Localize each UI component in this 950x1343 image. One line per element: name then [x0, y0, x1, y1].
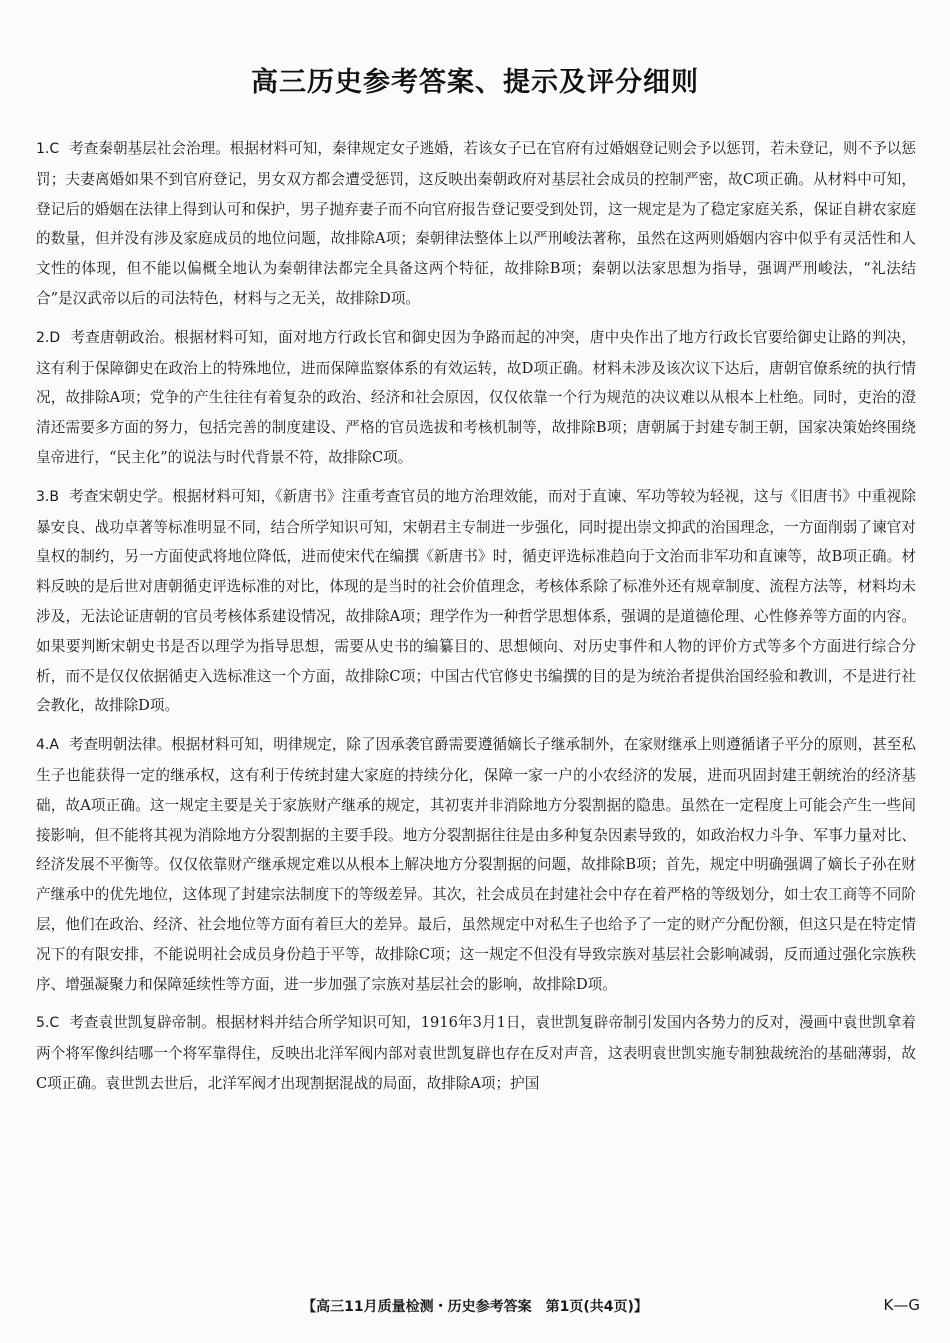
answer-number: 3.B — [36, 488, 59, 505]
footer-code: K—G — [883, 1296, 920, 1314]
answer-text: 考查明朝法律。根据材料可知，明律规定，除了因承袭官爵需要遵循嫡长子继承制外，在家财继承上则遵循诸子平分的原则，甚至私生子也能获得一定的继承权，这有利于传统封建大家庭的持续分化，保障一家一户的小农经济的发展，进而巩固封建王朝统治的经济基础，故A项正确。这一规定主要是关于家族财产继承的规定，其初衷并非消除地方分裂割据的隐患。虽然在一定程度上可能会产生一些间接影响，但不能将其视为消除地方分裂割据的主要手段。地方分裂割据往往是由多种复杂因素导致的，如政治权力斗争、军事力量对比、经济发展不平衡等。仅仅依靠财产继承规定难以从根本上解决地方分裂割据的问题，故排除B项；首先，规定中明确强调了嫡长子孙在财产继承中的优先地位，这体现了封建宗法制度下的等级差异。其次，社会成员在封建社会中存在着严格的等级划分，如士农工商等不同阶层，他们在政治、经济、社会地位等方面有着巨大的差异。最后，虽然规定中对私生子也给予了一定的财产分配份额，但这只是在特定情况下的有限安排，不能说明社会成员身份趋于平等，故排除C项；这一规定不但没有导致宗族对基层社会影响减弱，反而通过强化宗族秩序、增强凝聚力和保障延续性等方面，进一步加强了宗族对基层社会的影响，故排除D项。 — [36, 736, 916, 993]
page-footer — [0, 1296, 950, 1320]
answer-number: 1.C — [36, 141, 60, 157]
answer-text: 考查宋朝史学。根据材料可知，《新唐书》注重考查官员的地方治理效能，而对于直谏、军功等较为轻视，这与《旧唐书》中重视除暴安良、战功卓著等标准明显不同，结合所学知识可知，宋朝君主专制进一步强化，同时提出崇文抑武的治国理念，一方面削弱了谏官对皇权的制约，另一方面使武将地位降低，进而使宋代在编撰《新唐书》时，循吏评选标准趋向于文治而非军功和直谏等，故B项正确。材料反映的是后世对唐朝循吏评选标准的对比，体现的是当时的社会价值理念，考核体系除了标准外还有规章制度、流程方法等，材料均未涉及，无法论证唐朝的官员考核体系建设情况，故排除A项；理学作为一种哲学思想体系，强调的是道德伦理、心性修养等方面的内容。如果要判断宋朝史书是否以理学为指导思想，需要从史书的编纂目的、思想倾向、对历史事件和人物的评价方式等多个方面进行综合分析，而不是仅仅依据循吏入选标准这一个方面，故排除C项；中国古代官修史书编撰的目的是为统治者提供治国经验和教训，不是进行社会教化，故排除D项。 — [36, 487, 916, 715]
answer-item-4 — [36, 730, 916, 999]
answer-item-5 — [36, 1008, 916, 1098]
answer-text: 考查唐朝政治。根据材料可知，面对地方行政长官和御史因为争路而起的冲突，唐中央作出了地方行政长官要给御史让路的判决，这有利于保障御史在政治上的特殊地位，进而保障监察体系的有效运转，故D项正确。材料未涉及该次议下达后，唐朝官僚系统的执行情况，故排除A项；党争的产生往往有着复杂的政治、经济和社会原因，仅仅依靠一个行为规范的决议难以从根本上杜绝。同时，吏治的澄清还需要多方面的努力，包括完善的制度建设、严格的官员选拔和考核机制等，故排除B项；唐朝属于封建专制王朝，国家决策始终围绕皇帝进行，“民主化”的说法与时代背景不符，故排除C项。 — [36, 328, 916, 466]
answer-item-1 — [36, 134, 916, 314]
answer-text: 考查袁世凯复辟帝制。根据材料并结合所学知识可知，1916年3月1日，袁世凯复辟帝制引发国内各势力的反对，漫画中袁世凯拿着两个将军像纠结哪一个将军靠得住，反映出北洋军阀内部对袁世凯复辟也存在反对声音，这表明袁世凯实施专制独裁统治的基础薄弱，故C项正确。袁世凯去世后，北洋军阀才出现割据混战的局面，故排除A项；护国 — [36, 1014, 916, 1092]
answer-number: 4.A — [36, 737, 59, 754]
answer-item-2 — [36, 323, 916, 473]
answer-list — [36, 134, 916, 1108]
answer-number: 5.C — [36, 1015, 60, 1032]
answer-number: 2.D — [36, 329, 61, 346]
answer-item-3 — [36, 482, 916, 721]
page-title: 高三历史参考答案、提示及评分细则 — [251, 67, 699, 98]
footer-page-info: 【高三11月质量检测・历史参考答案 第1页(共4页)】 — [302, 1299, 648, 1315]
answer-text: 考查秦朝基层社会治理。根据材料可知，秦律规定女子逃婚，若该女子已在官府有过婚姻登记则会予以惩罚，若未登记，则不予以惩罚；夫妻离婚如果不到官府登记，男女双方都会遭受惩罚，这反映出秦朝政府对基层社会成员的控制严密，故C项正确。从材料中可知，登记后的婚姻在法律上得到认可和保护，男子抛弃妻子而不向官府报告登记要受到处罚，这一规定是为了稳定家庭关系，保证自耕农家庭的数量，但并没有涉及家庭成员的地位问题，故排除A项；秦朝律法整体上以严刑峻法著称，虽然在这两则婚姻内容中似乎有灵活性和人文性的体现，但不能以偏概全地认为秦朝律法都完全具备这两个特征，故排除B项；秦朝以法家思想为指导，强调严刑峻法，“礼法结合”是汉武帝以后的司法特色，材料与之无关，故排除D项。 — [36, 140, 916, 307]
